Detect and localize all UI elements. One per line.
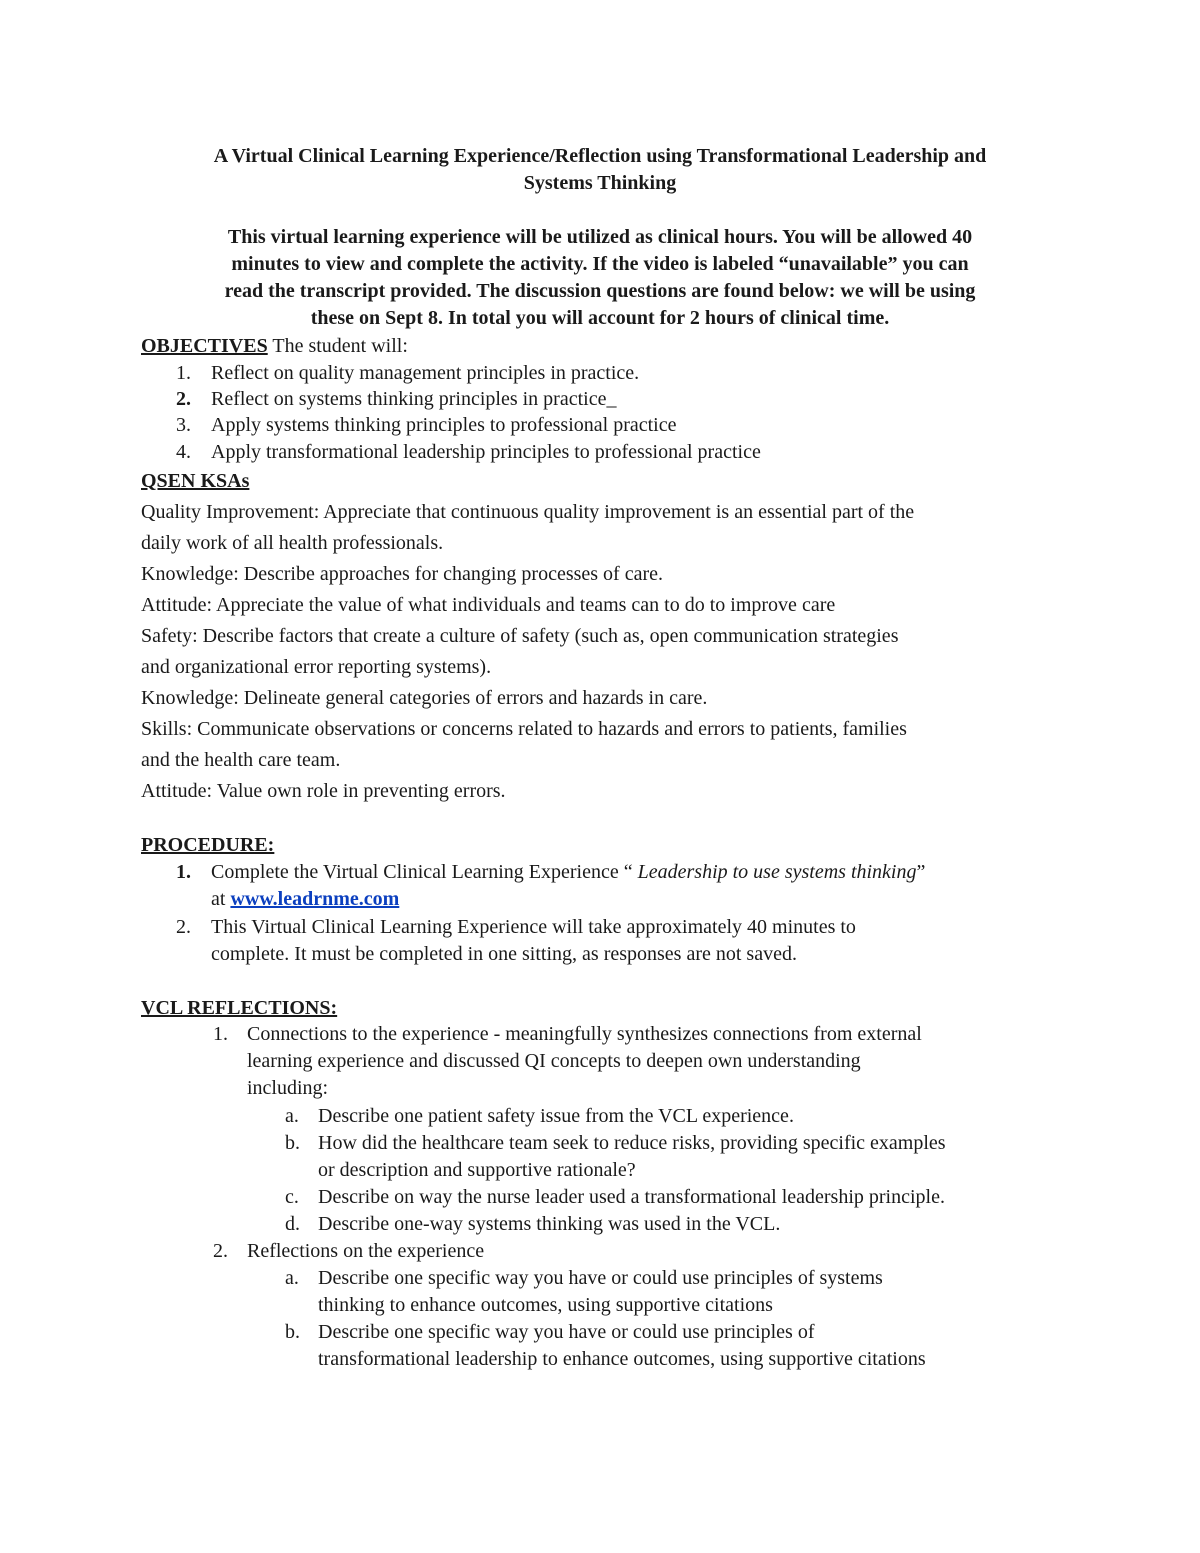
procedure-item-1-line-1: [211, 859, 925, 886]
sub-item-letter: c.: [285, 1186, 299, 1208]
procedure-number: 1.: [176, 861, 191, 883]
objective-number: 4.: [176, 441, 191, 463]
sub-item-text: Describe one specific way you have or could use principles of: [318, 1321, 815, 1343]
sub-item-text: Describe one-way systems thinking was used in the VCL.: [318, 1213, 781, 1235]
intro-line-2: minutes to view and complete the activity. If the video is labeled “unavailable” you can: [231, 253, 969, 275]
sub-item-text: transformational leadership to enhance outcomes, using supportive citations: [318, 1348, 926, 1370]
reflection-item-1-line-1: Connections to the experience - meaningfully synthesizes connections from external: [247, 1023, 922, 1045]
reflection-item-1-line-3: including:: [247, 1077, 329, 1099]
qsen-line: Quality Improvement: Appreciate that continuous quality improvement is an essential part of the: [141, 501, 915, 523]
procedure-item-2-line-2: complete. It must be completed in one sitting, as responses are not saved.: [211, 943, 797, 965]
procedure-item-2-line-1: This Virtual Clinical Learning Experience will take approximately 40 minutes to: [211, 916, 856, 938]
sub-item-text: thinking to enhance outcomes, using supportive citations: [318, 1294, 773, 1316]
objectives-lead: The student will:: [267, 335, 408, 357]
procedure-item-1-suffix: ”: [916, 861, 926, 883]
sub-item-letter: b.: [285, 1132, 300, 1154]
qsen-line: Attitude: Appreciate the value of what individuals and teams can to do to improve care: [141, 594, 836, 616]
reflection-item-2-line-1: Reflections on the experience: [247, 1240, 485, 1262]
sub-item-text: Describe one patient safety issue from the VCL experience.: [318, 1105, 794, 1127]
qsen-line: Knowledge: Describe approaches for changing processes of care.: [141, 563, 664, 585]
objective-item: Apply systems thinking principles to professional practice: [211, 414, 677, 436]
procedure-item-1-at: at: [211, 888, 231, 910]
qsen-line: Knowledge: Delineate general categories of errors and hazards in care.: [141, 687, 708, 709]
qsen-line: Skills: Communicate observations or concerns related to hazards and errors to patients, families: [141, 718, 907, 740]
qsen-heading: QSEN KSAs: [141, 470, 250, 492]
qsen-line: and the health care team.: [141, 749, 341, 771]
qsen-line: Attitude: Value own role in preventing errors.: [141, 780, 506, 802]
sub-item-text: Describe on way the nurse leader used a transformational leadership principle.: [318, 1186, 945, 1208]
procedure-number: 2.: [176, 916, 191, 938]
leadrnme-link[interactable]: www.leadrnme.com: [230, 888, 400, 910]
sub-item-letter: a.: [285, 1267, 299, 1289]
procedure-heading: PROCEDURE:: [141, 834, 275, 856]
objective-number: 3.: [176, 414, 191, 436]
objective-item: Apply transformational leadership principles to professional practice: [211, 441, 761, 463]
reflections-heading: VCL REFLECTIONS:: [141, 997, 338, 1019]
objectives-heading: OBJECTIVES: [141, 335, 268, 357]
sub-item-text: or description and supportive rationale?: [318, 1159, 636, 1181]
sub-item-letter: a.: [285, 1105, 299, 1127]
sub-item-letter: b.: [285, 1321, 300, 1343]
qsen-line: Safety: Describe factors that create a culture of safety (such as, open communication strategies: [141, 625, 899, 647]
reflection-number: 1.: [213, 1023, 228, 1045]
qsen-line: and organizational error reporting systems).: [141, 656, 492, 678]
sub-item-letter: d.: [285, 1213, 300, 1235]
objective-number: 2.: [176, 388, 191, 410]
intro-line-3: read the transcript provided. The discussion questions are found below: we will be using: [224, 280, 976, 302]
title-line-2: Systems Thinking: [523, 172, 677, 194]
reflection-item-1-line-2: learning experience and discussed QI concepts to deepen own understanding: [247, 1050, 861, 1072]
sub-item-text: How did the healthcare team seek to reduce risks, providing specific examples: [318, 1132, 946, 1154]
sub-item-text: Describe one specific way you have or could use principles of systems: [318, 1267, 883, 1289]
objective-item: Reflect on systems thinking principles in practice_: [211, 388, 617, 410]
procedure-item-1-title: Leadership to use systems thinking: [637, 861, 917, 883]
intro-line-1: This virtual learning experience will be utilized as clinical hours. You will be allowed 40: [227, 226, 973, 248]
objective-item: Reflect on quality management principles in practice.: [211, 362, 640, 384]
objective-number: 1.: [176, 362, 191, 384]
objectives-heading-line: [141, 333, 408, 360]
procedure-item-1-prefix: Complete the Virtual Clinical Learning Experience “: [211, 861, 638, 883]
qsen-line: daily work of all health professionals.: [141, 532, 444, 554]
intro-line-4: these on Sept 8. In total you will account for 2 hours of clinical time.: [310, 307, 890, 329]
procedure-item-1-line-2: [211, 886, 399, 913]
reflection-number: 2.: [213, 1240, 228, 1262]
title-line-1: A Virtual Clinical Learning Experience/Reflection using Transformational Leadership and: [213, 145, 987, 167]
